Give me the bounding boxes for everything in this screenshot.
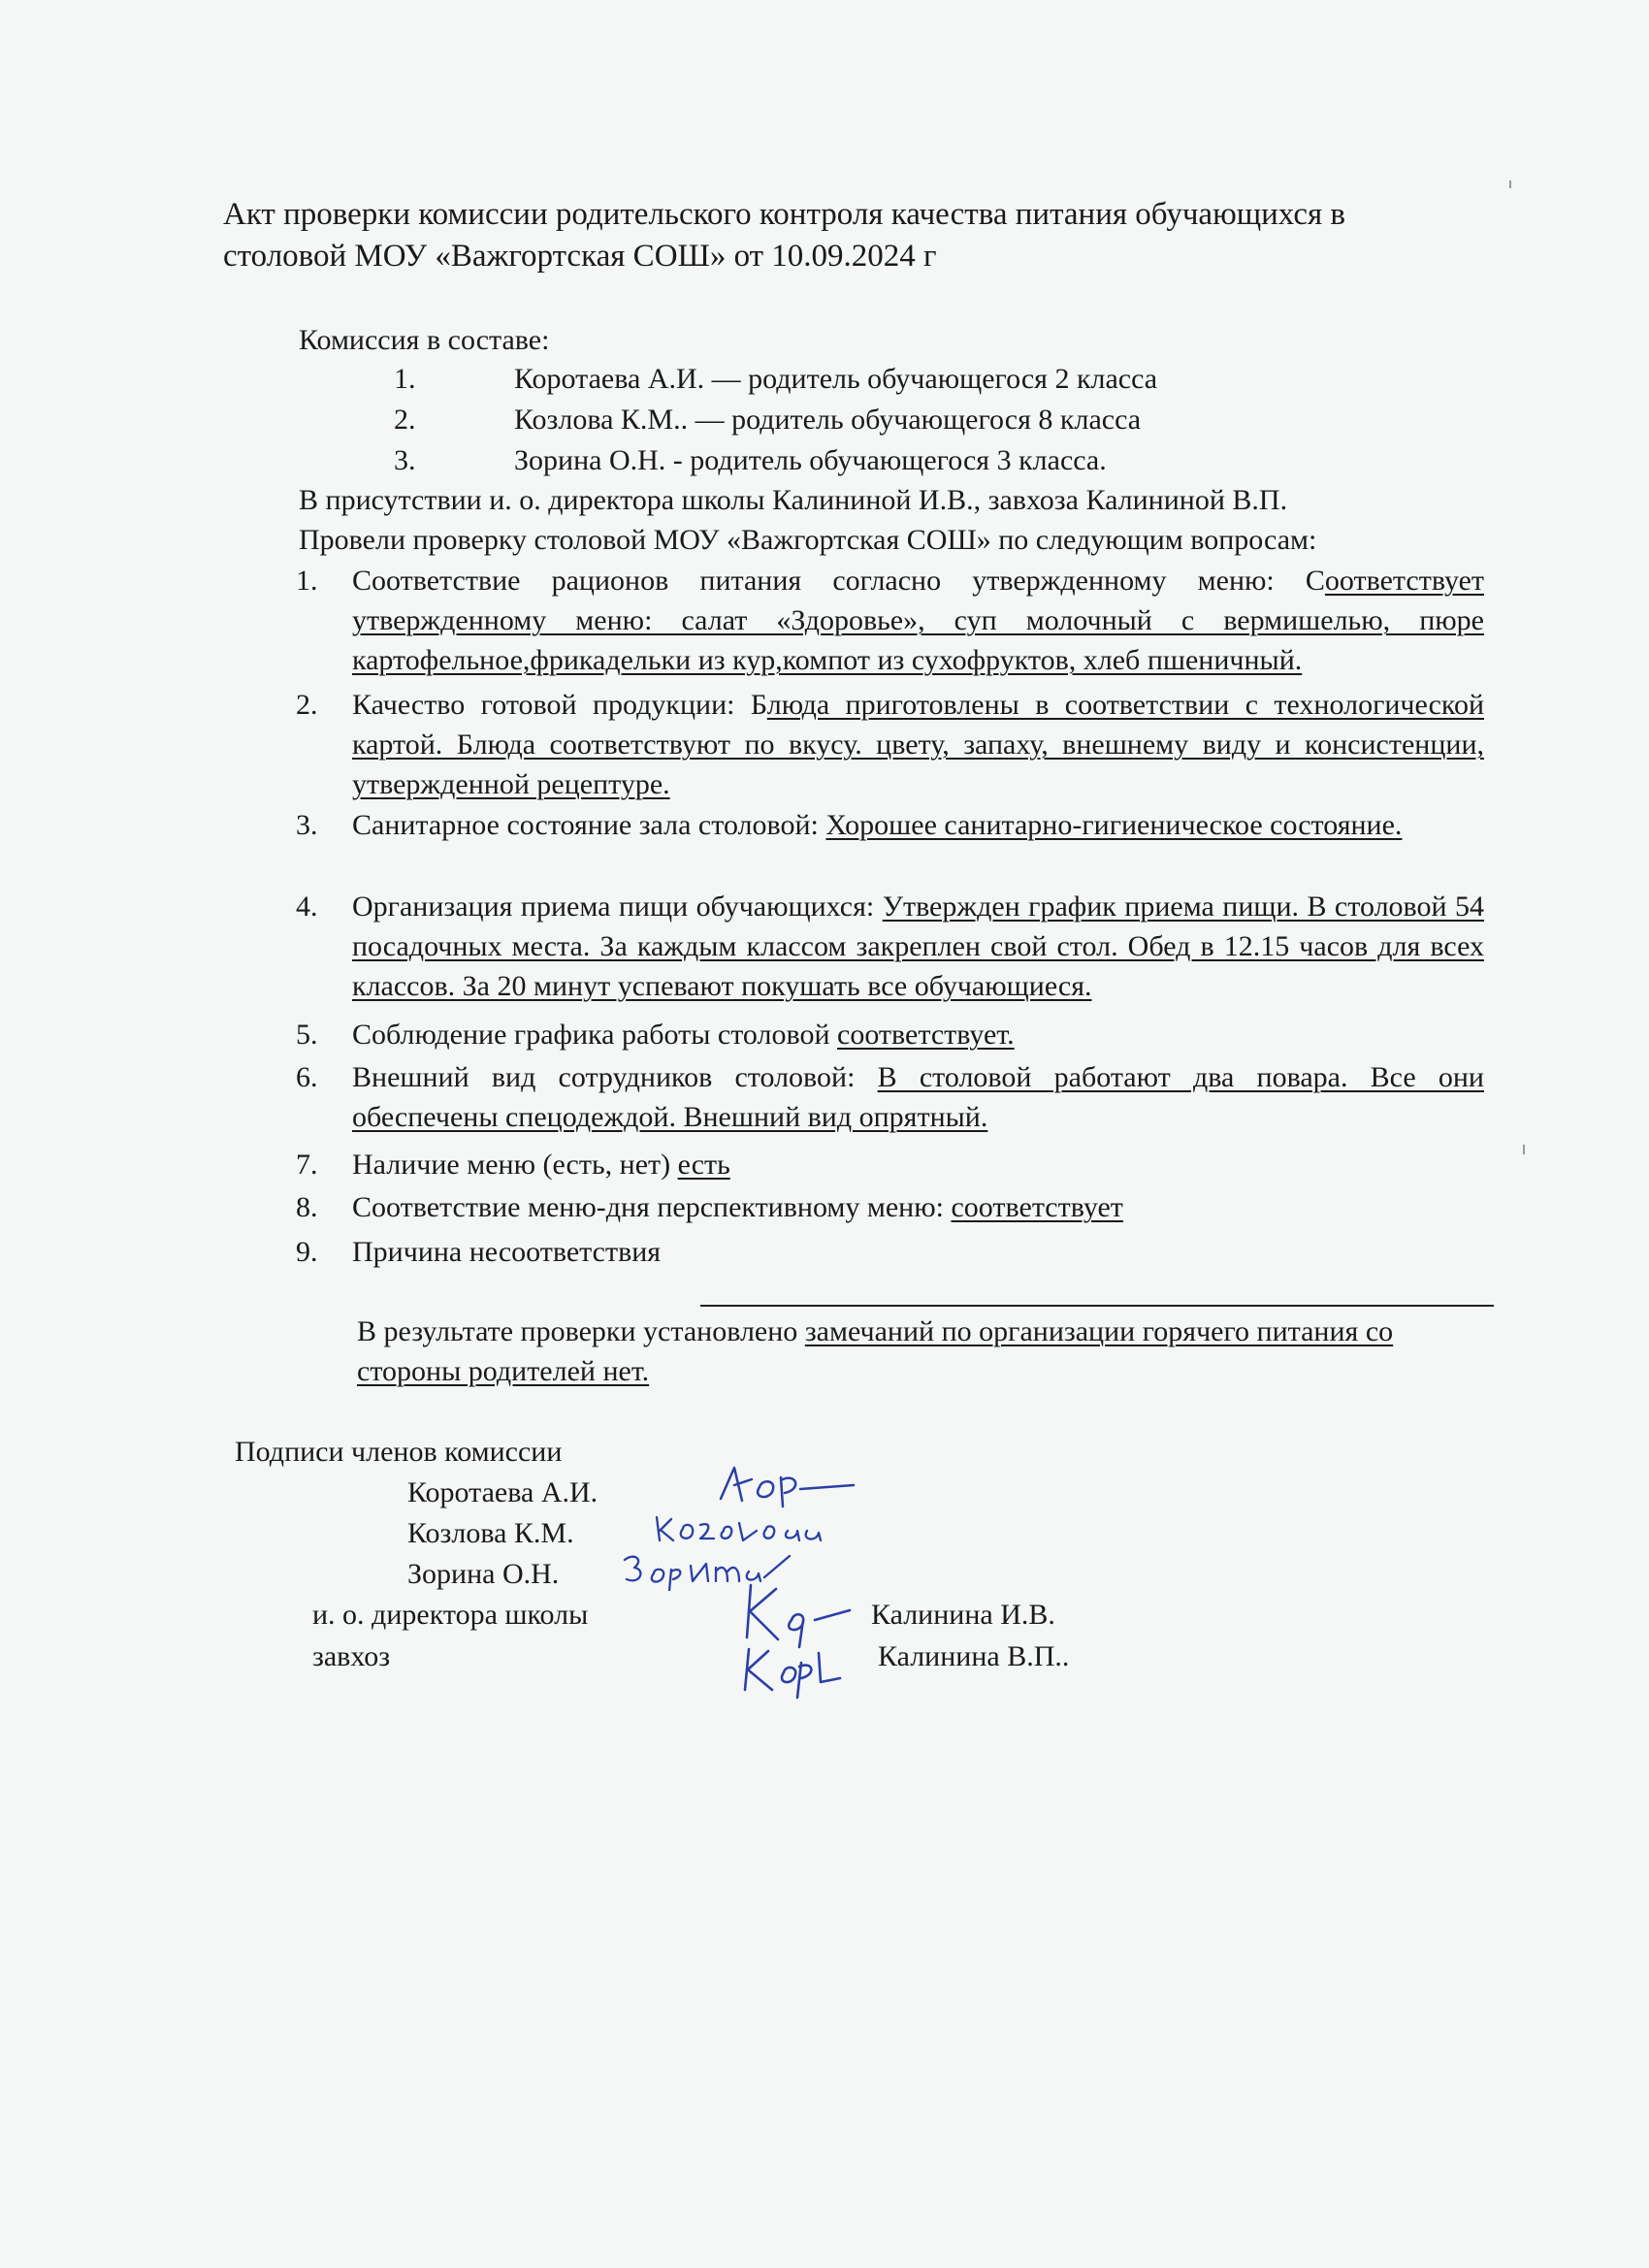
result-paragraph [357,1312,1492,1391]
item-number: 4. [296,891,318,923]
checklist-item [296,1057,1484,1137]
supply-manager-name: Калинина В.П.. [878,1640,1070,1672]
scan-mark [1509,180,1511,188]
item-answer: Утвержден график приема пищи. В столовой 54 посадочных места. За каждым классом закреплен свой стол. Обед в 12.15 часов для всех классов. За 20 минут успевают покушать все обучающиеся. [352,891,1485,1002]
supply-manager-role: завхоз [312,1640,391,1672]
item-number: 7. [296,1149,318,1181]
commission-label: Комиссия в составе: [299,324,550,356]
item-number: 1. [296,565,318,597]
item-question: Соответствие меню-дня перспективному меню: [352,1191,952,1223]
signatures-label: Подписи членов комиссии [235,1436,563,1468]
checklist-item [296,1015,1484,1054]
item-answer: есть [677,1149,730,1181]
item-question: Соблюдение графика работы столовой [352,1019,838,1051]
item-answer: люда приготовлены в соответствии с технологической картой. Блюда соответствуют по вкусу. цвету, запаху, внешнему виду и консистенции, утвержденной рецептуре. [352,689,1484,800]
title-line-2: столовой МОУ «Важгортская СОШ» от 10.09.2024 г [223,239,937,274]
member-3-text: Зорина О.Н. - родитель обучающегося 3 класса. [514,444,1107,476]
checklist-item [296,1145,1484,1184]
item-answer: оответствует утвержденному меню: салат «Здоровье», суп молочный с вермишелью, пюре картофельное,фрикадельки из кур,компот из сухофруктов, хлеб пшеничный. [352,565,1484,676]
item-number: 2. [296,689,318,721]
checklist-item [296,685,1484,804]
item-number: 5. [296,1019,318,1051]
signer-name: Коротаева А.И. [407,1476,598,1508]
signer-name: Зорина О.Н. [407,1558,560,1590]
item-number: 3. [296,809,318,841]
checklist-item [296,1232,1484,1272]
handwritten-signature-supply-manager [739,1643,846,1700]
item-question: Качество готовой продукции: Б [352,689,767,721]
checklist-item [296,887,1484,1006]
result-conclusion: замечаний по организации горячего питания со стороны родителей нет. [357,1315,1394,1387]
checklist-item [296,805,1484,845]
checklist-item [296,561,1484,680]
member-1-number: 1. [394,363,416,395]
handwritten-signature-korotaeva [713,1460,858,1508]
answer-blank-line [700,1305,1494,1307]
item-question: Организация приема пищи обучающихся: [352,891,883,923]
checklist-item [296,1187,1484,1227]
member-3-number: 3. [394,444,416,476]
result-text: В результате проверки установлено [357,1315,805,1347]
acting-director-role: и. о. директора школы [312,1599,589,1631]
signer-name: Козлова К.М. [407,1517,574,1549]
member-2-text: Козлова К.М.. — родитель обучающегося 8 класса [514,404,1142,436]
item-question: Причина несоответствия [352,1236,662,1268]
presence-line: В присутствии и. о. директора школы Калининой И.В., завхоза Калининой В.П. [299,484,1288,516]
document-title [223,194,1345,277]
acting-director-name: Калинина И.В. [871,1599,1055,1631]
item-number: 6. [296,1061,318,1093]
item-number: 8. [296,1191,318,1223]
item-question: Внешний вид сотрудников столовой: [352,1061,878,1093]
handwritten-signature-director [737,1581,854,1649]
item-question: Наличие меню (есть, нет) [352,1149,678,1181]
item-number: 9. [296,1236,318,1268]
scan-mark [1523,1145,1525,1154]
item-answer: соответствует [951,1191,1123,1223]
member-2-number: 2. [394,404,416,436]
item-question: Соответствие рационов питания согласно утвержденному меню: С [352,565,1325,597]
handwritten-signature-kozlova [652,1509,826,1548]
title-line-1: Акт проверки комиссии родительского контроля качества питания обучающихся в [223,197,1346,232]
member-1-text: Коротаева А.И. — родитель обучающегося 2 класса [514,363,1158,395]
item-answer: Хорошее санитарно-гигиеническое состояние. [825,809,1403,841]
item-question: Санитарное состояние зала столовой: [352,809,826,841]
intro-line: Провели проверку столовой МОУ «Важгортская СОШ» по следующим вопросам: [299,524,1317,556]
item-answer: соответствует. [837,1019,1015,1051]
item-answer: В столовой работают два повара. Все они обеспечены спецодеждой. Внешний вид опрятный. [352,1061,1484,1133]
